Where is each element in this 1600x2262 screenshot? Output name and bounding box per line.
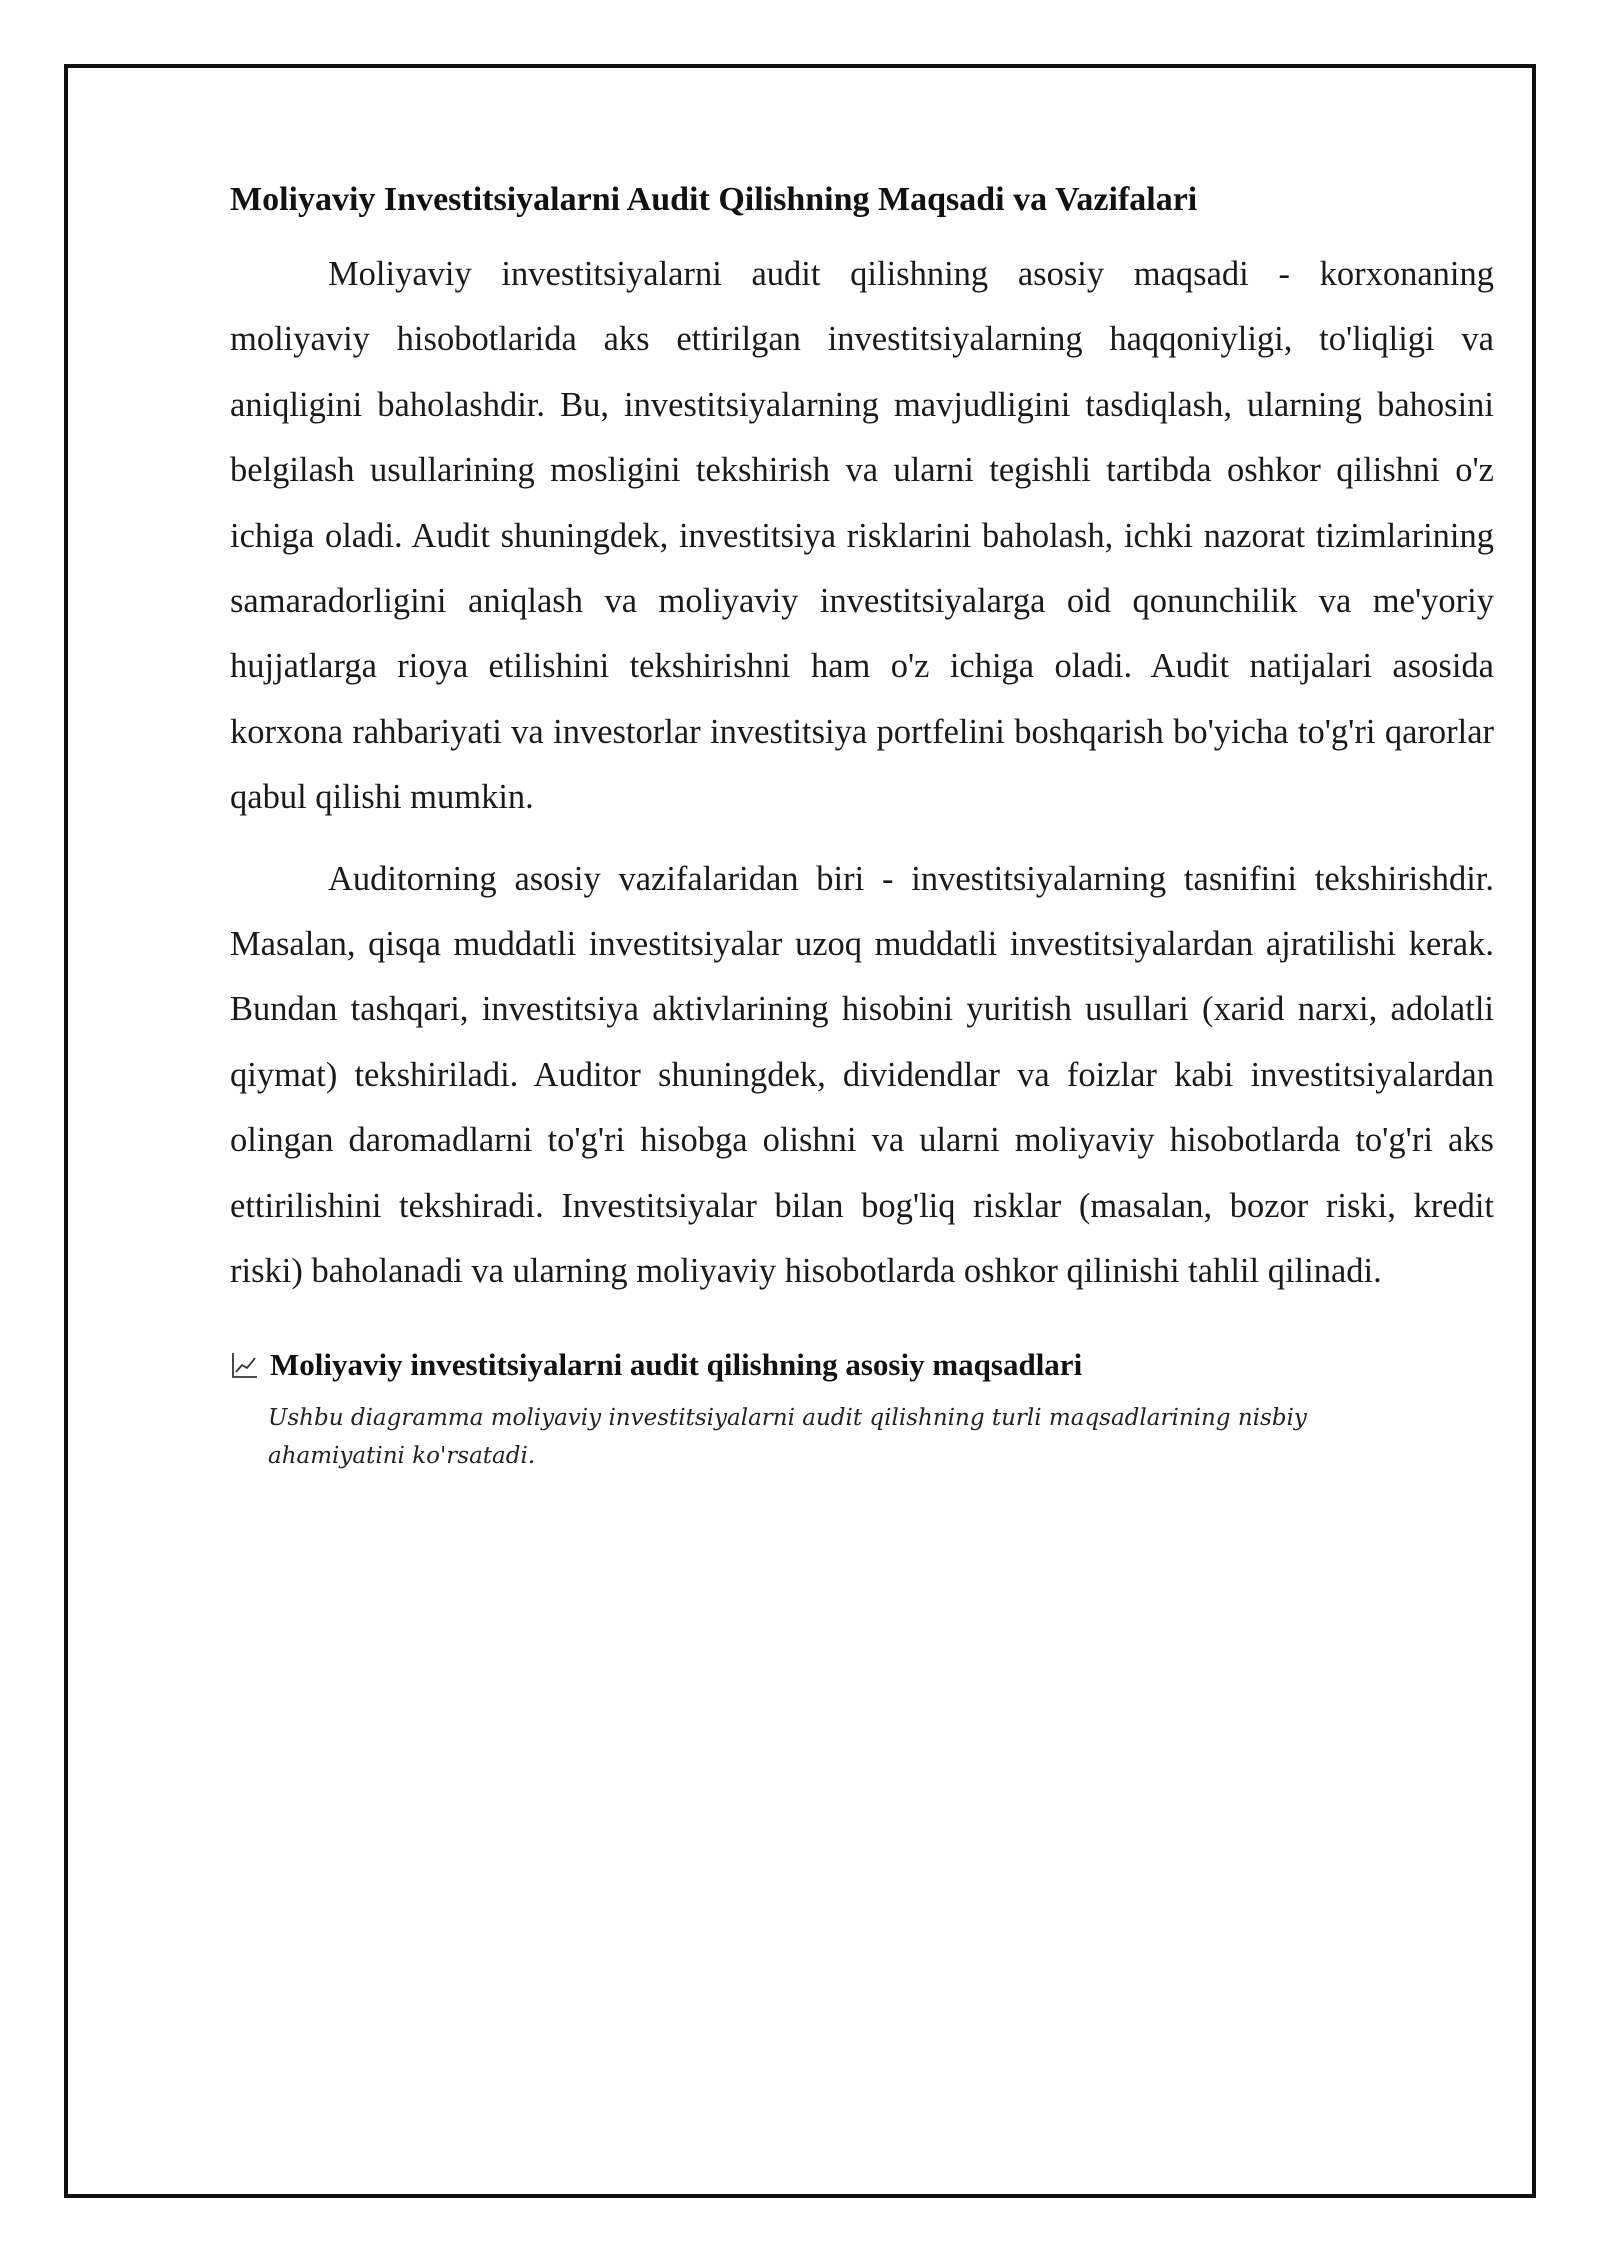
chart-heading: Moliyaviy investitsiyalarni audit qilishning asosiy maqsadlari [270, 1346, 1083, 1382]
chart-section [230, 1343, 1494, 1475]
chart-heading-row [230, 1343, 1494, 1387]
chart-caption: Ushbu diagramma moliyaviy investitsiyalarni audit qilishning turli maqsadlarining nisbiy ahamiyatini ko'rsatadi. [268, 1404, 1307, 1469]
paragraph-tasks: Auditorning asosiy vazifalaridan biri - investitsiyalarning tasnifini tekshirishdir. Masalan, qisqa muddatli investitsiyalar uzoq muddatli investitsiyalardan ajratilishi kerak. Bundan tashqari, investitsiya aktivlarining hisobini yuritish usullari (xarid narxi, adolatli qiymat) tekshiriladi. Auditor shuningdek, dividendlar va foizlar kabi investitsiyalardan olingan daromadlarni to'g'ri hisobga olishni va ularni moliyaviy hisobotlarda to'g'ri aks ettirilishini tekshiradi. Investitsiyalar bilan bog'liq risklar (masalan, bozor riski, kredit riski) baholanadi va ularning moliyaviy hisobotlarda oshkor qilinishi tahlil qilinadi. [230, 859, 1494, 1291]
chart-line-icon [230, 1350, 260, 1380]
paragraph-purpose: Moliyaviy investitsiyalarni audit qilishning asosiy maqsadi - korxonaning moliyaviy hisobotlarida aks ettirilgan investitsiyalarning haqqoniyligi, to'liqligi va aniqligini baholashdir. Bu, investitsiyalarning mavjudligini tasdiqlash, ularning bahosini belgilash usullarining mosligini tekshirish va ularni tegishli tartibda oshkor qilishni o'z ichiga oladi. Audit shuningdek, investitsiya risklarini baholash, ichki nazorat tizimlarining samaradorligini aniqlash va moliyaviy investitsiyalarga oid qonunchilik va me'yoriy hujjatlarga rioya etilishini tekshirishni ham o'z ichiga oladi. Audit natijalari asosida korxona rahbariyati va investorlar investitsiya portfelini boshqarish bo'yicha to'g'ri qarorlar qabul qilishi mumkin. [230, 255, 1494, 817]
document-body [230, 170, 1494, 1475]
section-title: Moliyaviy Investitsiyalarni Audit Qilishning Maqsadi va Vazifalari [230, 181, 1198, 218]
